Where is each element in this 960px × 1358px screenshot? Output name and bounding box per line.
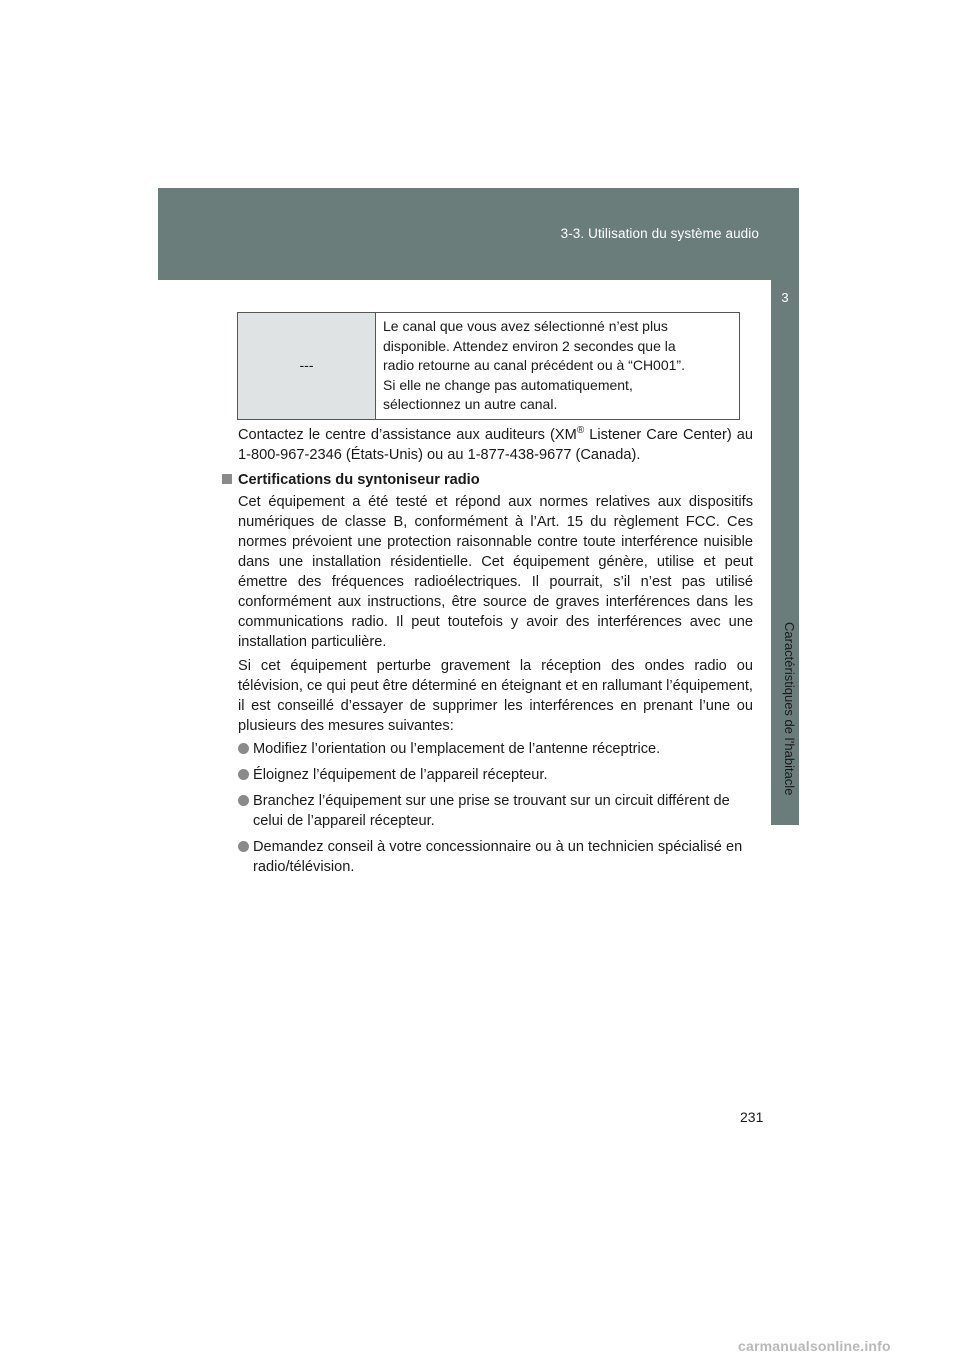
list-item-text: Branchez l’équipement sur une prise se trouvant sur un circuit différent de celui de l’appareil récepteur. bbox=[253, 793, 730, 829]
certifications-paragraph-2: Si cet équipement perturbe gravement la réception des ondes radio ou télévision, ce qui peut être déterminé en éteignant et en rallumant l’équipement, il est conseillé d’essayer de supprimer les interférences en prenant l’une ou plusieurs des mesures suivantes: bbox=[238, 658, 753, 734]
message-line: Le canal que vous avez sélectionné n’est plus bbox=[383, 318, 668, 334]
certifications-paragraph-1: Cet équipement a été testé et répond aux normes relatives aux dispositifs numériques de classe B, conformément à l’Art. 15 du règlement FCC. Ces normes prévoient une protection raisonnable contre toute interférence nuisible dans une installation résidentielle. Cet équipement génère, utilise et peut émettre des fréquences radioélectriques. Il pourrait, s’il n’est pas utilisé conformément aux instructions, être source de graves interférences dans les communications radio. Il peut toutefois y avoir des interférences avec une installation particulière. bbox=[238, 494, 753, 650]
contact-text-suffix: Listener Care Center) au 1-800-967-2346 (États-Unis) ou au 1-877-438-9677 (Canada). bbox=[238, 427, 754, 463]
list-item-text: Demandez conseil à votre concessionnaire ou à un technicien spécialisé en radio/télévision. bbox=[253, 839, 743, 875]
registered-mark: ® bbox=[576, 425, 585, 437]
section-title: 3-3. Utilisation du système audio bbox=[560, 226, 759, 241]
message-line: sélectionnez un autre canal. bbox=[383, 396, 558, 412]
list-item bbox=[238, 791, 753, 831]
message-line: Si elle ne change pas automatiquement, bbox=[383, 376, 633, 393]
list-item bbox=[238, 837, 753, 877]
list-item-text: Modifiez l’orientation ou l’emplacement de l’antenne réceptrice. bbox=[253, 741, 661, 757]
page-number: 231 bbox=[740, 1109, 764, 1125]
certifications-heading bbox=[222, 470, 480, 490]
chapter-label: Caractéristiques de l’habitacle bbox=[782, 622, 797, 796]
watermark-text: carmanualsonline.info bbox=[738, 1338, 891, 1354]
section-header-band bbox=[158, 188, 799, 280]
round-bullet-icon bbox=[238, 795, 249, 806]
message-line: disponible. Attendez environ 2 secondes que la bbox=[383, 337, 676, 354]
round-bullet-icon bbox=[238, 841, 249, 852]
round-bullet-icon bbox=[238, 769, 249, 780]
list-item bbox=[238, 765, 753, 785]
status-message-cell bbox=[376, 313, 740, 420]
list-item-text: Éloignez l’équipement de l’appareil récepteur. bbox=[253, 767, 548, 783]
round-bullet-icon bbox=[238, 743, 249, 754]
chapter-number: 3 bbox=[781, 290, 789, 305]
certifications-heading-text: Certifications du syntoniseur radio bbox=[238, 472, 480, 488]
status-code-cell: --- bbox=[238, 313, 376, 420]
contact-paragraph bbox=[238, 425, 753, 465]
message-line: radio retourne au canal précédent ou à “CH001”. bbox=[383, 357, 685, 373]
list-item bbox=[238, 739, 753, 759]
status-message-table bbox=[237, 312, 740, 420]
square-bullet-icon bbox=[222, 474, 232, 484]
table-row bbox=[238, 313, 740, 420]
contact-text-prefix: Contactez le centre d’assistance aux auditeurs (XM bbox=[238, 427, 577, 443]
